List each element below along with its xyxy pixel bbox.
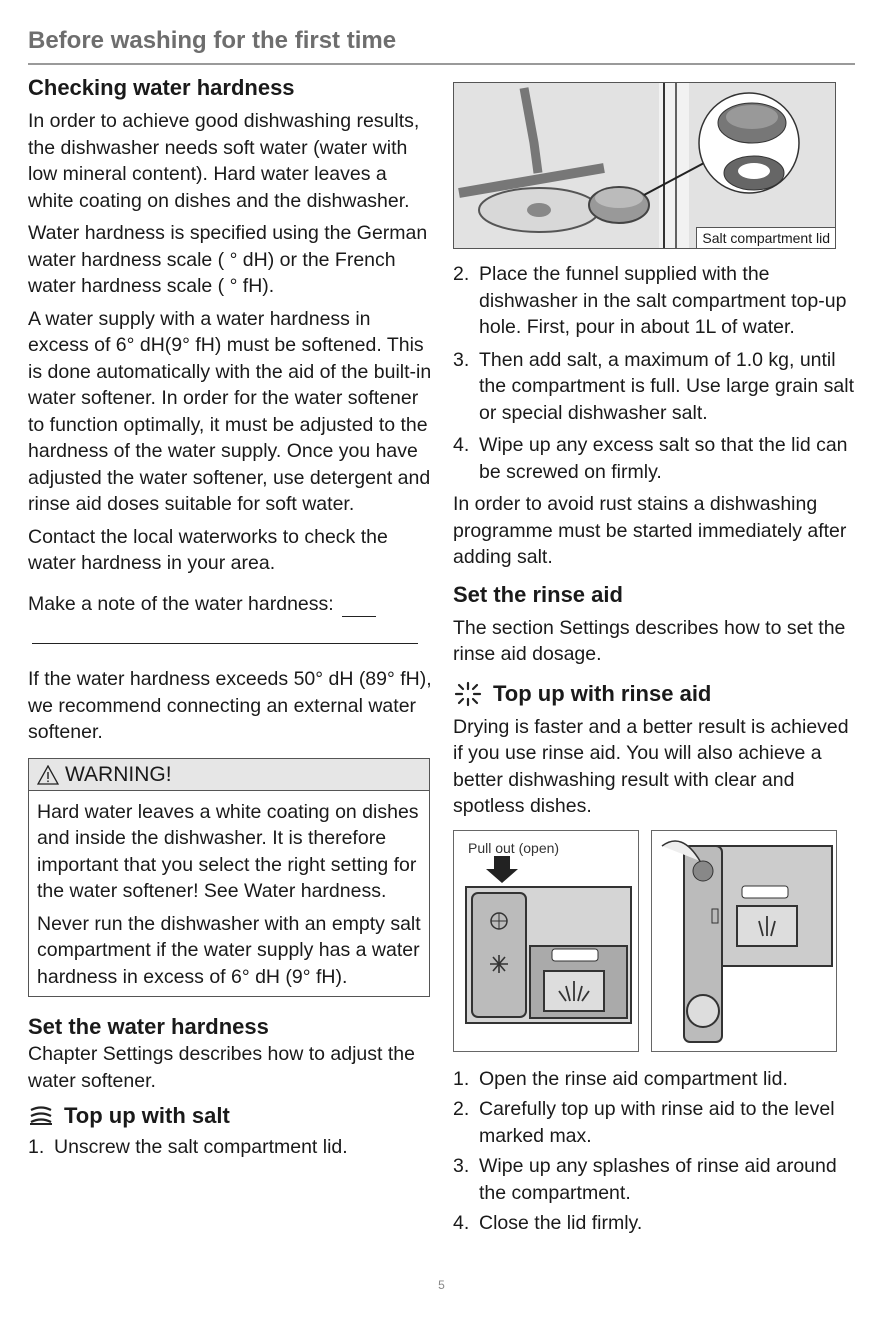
warning-triangle-icon [37,765,59,785]
rinse-aid-steps-list [453,1066,858,1237]
paragraph-soft-water: In order to achieve good dishwashing results, the dishwasher needs soft water (water with low mineral content). Hard water leaves a white coating on dishes and the dishwasher. [28,110,420,212]
step-text: Place the funnel supplied with the dishwasher in the salt compartment top-up hole. First, pour in about 1L of water. [479,263,847,338]
right-column [453,74,858,1237]
step-number: 2. [453,263,470,285]
hardness-note-blank [342,600,376,617]
hardness-note-rule [32,643,418,644]
step-number: 4. [453,1212,470,1234]
list-item [453,1210,858,1237]
salt-steps-list [28,1134,433,1161]
step-text: Carefully top up with rinse aid to the level marked max. [479,1098,835,1147]
pull-out-label: Pull out (open) [468,839,560,856]
list-item [28,1134,433,1161]
salt-compartment-illustration [453,82,836,249]
rinse-aid-open-illustration [651,830,837,1052]
top-up-salt-title: Top up with salt [64,1103,230,1128]
step-number: 3. [453,1155,470,1177]
set-rinse-aid-heading: Set the rinse aid [453,581,623,607]
spray-arm-illustration [454,83,835,248]
warning-body [29,791,429,997]
title-divider [28,63,855,65]
step-text: Wipe up any splashes of rinse aid around the compartment. [479,1155,837,1204]
page-number: 5 [438,1278,445,1292]
step-text: Close the lid firmly. [479,1212,643,1234]
list-item [453,1096,858,1149]
warning-paragraph-1: Hard water leaves a white coating on dishes and inside the dishwasher. It is therefore important that you select the right setting for the water softener! See Water hardness. [37,800,419,902]
salt-lid-caption: Salt compartment lid [696,227,835,248]
warning-box [28,758,430,998]
step-number: 3. [453,348,470,371]
list-item [453,261,858,341]
step-number: 4. [453,434,470,456]
step-number: 2. [453,1098,470,1120]
paragraph-waterworks: Contact the local waterworks to check the water hardness in your area. [28,525,388,574]
warning-title: WARNING! [65,762,172,786]
top-up-rinse-aid-title: Top up with rinse aid [493,680,712,706]
rinse-aid-closed-illustration [453,830,639,1052]
warning-paragraph-2: Never run the dishwasher with an empty salt compartment if the water supply has a water hardness in excess of 6° dH (9° fH). [37,912,421,988]
rust-stain-note: In order to avoid rust stains a dishwashing programme must be started immediately after adding salt. [453,493,847,568]
step-number: 1. [28,1136,45,1158]
warning-header [29,759,429,791]
list-item [453,432,858,485]
step-number: 1. [453,1067,470,1090]
paragraph-softening: A water supply with a water hardness in excess of 6° dH(9° fH) must be softened. This is done automatically with the aid of the built-in water softener. In order for the water softener to function optimally, it must be adjusted to the hardness of the water supply. Once you have adjusted the water softener, use detergent and rinse aid doses suitable for soft water. [28,307,432,515]
top-up-salt-heading [28,1102,433,1130]
list-item [453,347,858,427]
salt-steps-continued [453,261,858,485]
step-text: Open the rinse aid compartment lid. [479,1067,788,1090]
dispenser-drawing [454,831,638,1051]
list-item [453,1153,858,1206]
set-water-hardness-heading: Set the water hardness [28,1014,269,1039]
list-item [453,1066,858,1093]
rinse-aid-figures [453,830,858,1052]
left-column [28,74,433,1161]
hardness-note-label: Make a note of the water hardness: [28,592,334,615]
salt-icon [28,1106,54,1126]
step-text: Wipe up any excess salt so that the lid can be screwed on firmly. [479,434,848,483]
set-rinse-aid-text: The section Settings describes how to set the rinse aid dosage. [453,616,846,665]
checking-water-hardness-heading: Checking water hardness [28,75,295,100]
dispenser-open-drawing [652,831,836,1051]
page-title: Before washing for the first time [28,27,397,54]
rinse-aid-sparkle-icon [453,681,483,707]
step-text: Unscrew the salt compartment lid. [54,1136,348,1158]
rinse-aid-benefit-text: Drying is faster and a better result is achieved if you use rinse aid. You will also achieve a better dishwashing result with clear and spotless dishes. [453,715,849,817]
hardness-note-line [28,591,433,618]
top-up-rinse-aid-heading [453,680,858,708]
step-text: Then add salt, a maximum of 1.0 kg, until the compartment is full. Use large grain salt or special dishwasher salt. [479,348,854,424]
paragraph-external-softener: If the water hardness exceeds 50° dH (89° fH), we recommend connecting an external water softener. [28,668,432,743]
set-water-hardness-text: Chapter Settings describes how to adjust the water softener. [28,1043,415,1092]
paragraph-hardness-scale: Water hardness is specified using the German water hardness scale ( ° dH) or the French water hardness scale ( ° fH). [28,222,428,297]
